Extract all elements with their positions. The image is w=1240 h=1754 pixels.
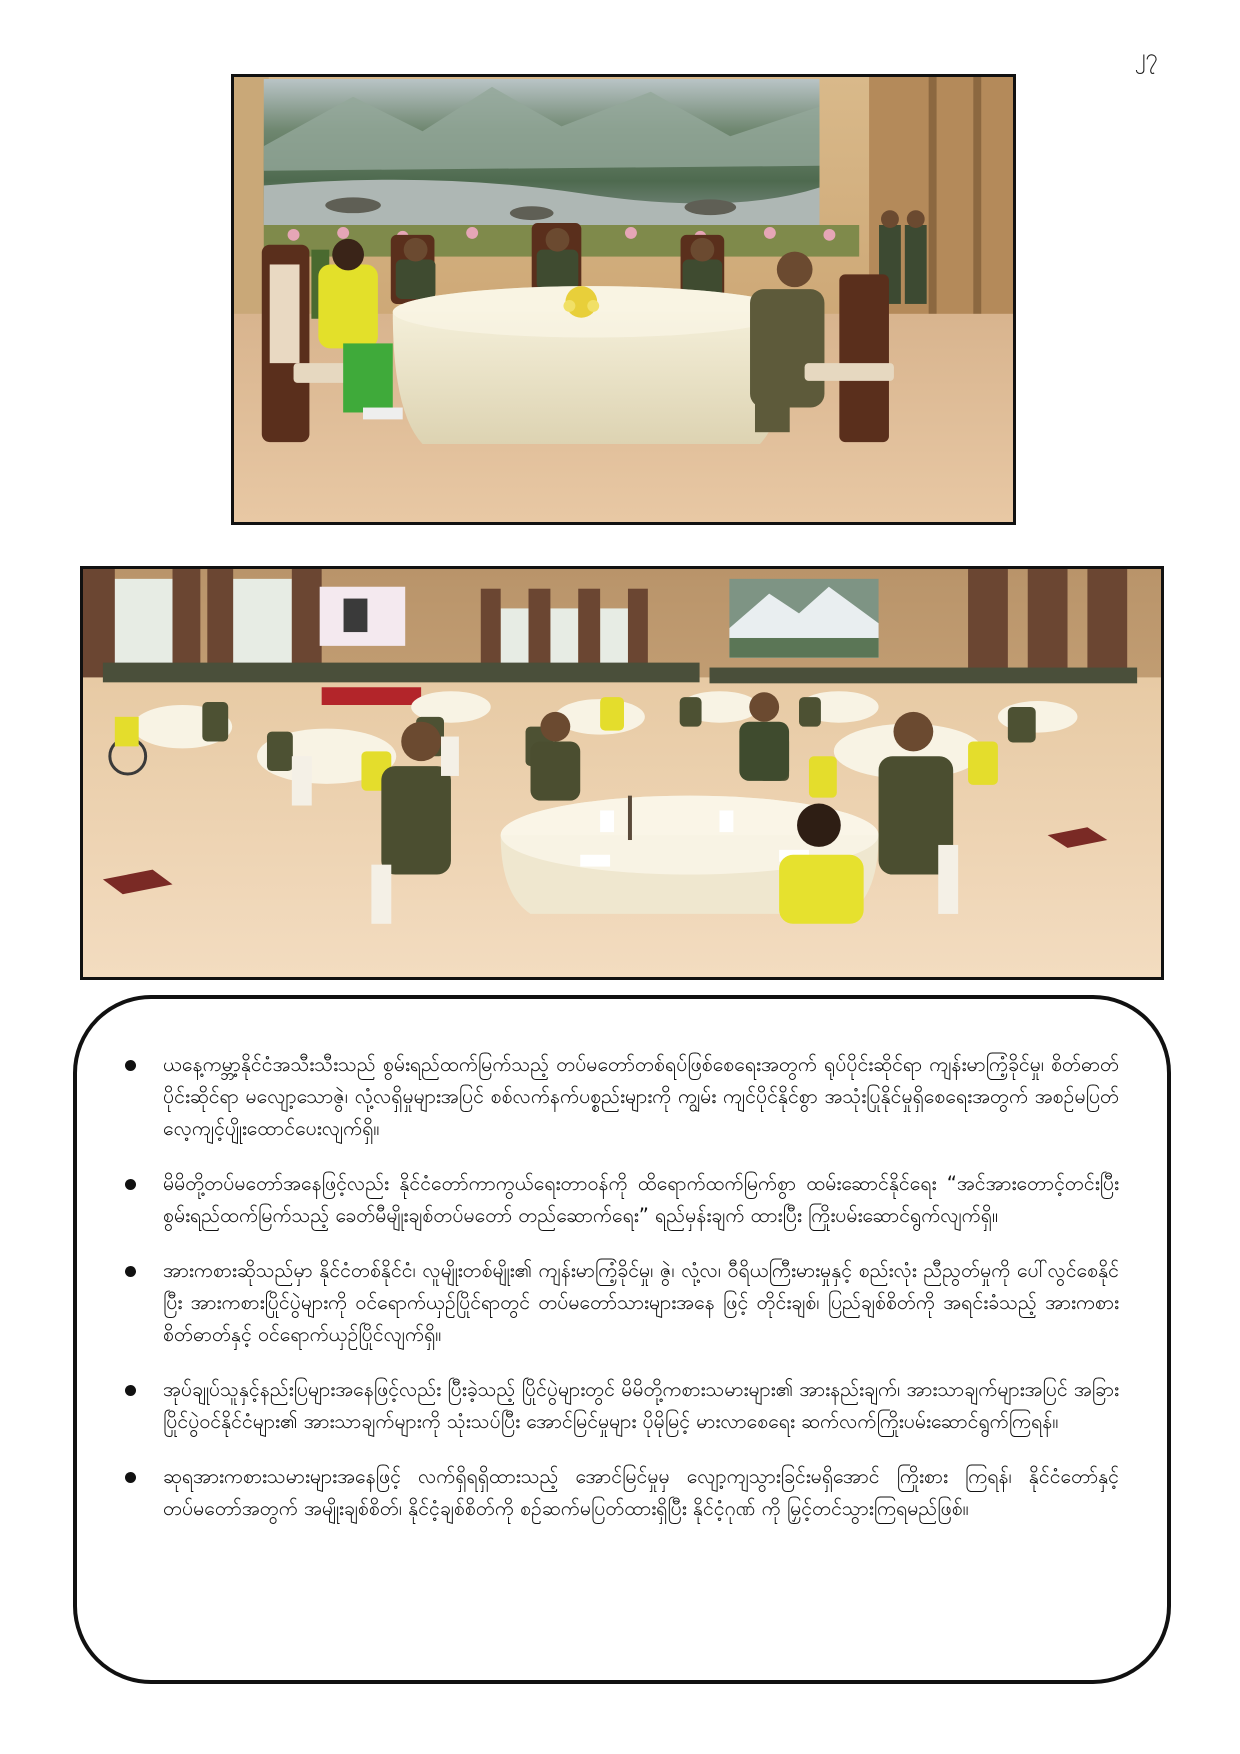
bullet-dot-icon (125, 1472, 136, 1483)
top-photo (231, 74, 1016, 525)
bullet-item (125, 1255, 1119, 1351)
summary-box (73, 995, 1171, 1684)
banquet-photo (80, 566, 1164, 980)
bullet-item (125, 1461, 1119, 1525)
bullet-text: အုပ်ချုပ်သူနှင့်နည်းပြများအနေဖြင့်လည်း ပြီးခဲ့သည့် ပြိုင်ပွဲများတွင် မိမိတို့ကစားသမားများ၏ အားနည်းချက်၊ အားသာချက်များအပြင် အခြားပြိုင်ပွဲဝင်နိုင်ငံများ၏ အားသာချက်များကို သုံးသပ်ပြီး အောင်မြင်မှုများ ပိုမိုမြင့် မားလာစေရေး ဆက်လက်ကြိုးပမ်းဆောင်ရွက်ကြရန်။ (163, 1378, 1119, 1433)
bullet-text: မိမိတို့တပ်မတော်အနေဖြင့်လည်း နိုင်ငံတော်ကာကွယ်ရေးတာဝန်ကို ထိရောက်ထက်မြက်စွာ ထမ်းဆောင်နိုင်ရေး “အင်အားတောင့်တင်းပြီး စွမ်းရည်ထက်မြက်သည့် ခေတ်မီမျိုးချစ်တပ်မတော် တည်ဆောက်ရေး” ရည်မှန်းချက် ထားပြီး ကြိုးပမ်းဆောင်ရွက်လျက်ရှိ။ (163, 1172, 1119, 1227)
bullet-list (125, 1049, 1119, 1525)
bullet-text: ယနေ့ကမ္ဘာ့နိုင်ငံအသီးသီးသည် စွမ်းရည်ထက်မြက်သည့် တပ်မတော်တစ်ရပ်ဖြစ်စေရေးအတွက် ရုပ်ပိုင်းဆိုင်ရာ ကျန်းမာကြံ့ခိုင်မှု၊ စိတ်ဓာတ်ပိုင်းဆိုင်ရာ မလျော့သောဇွဲ၊ လုံ့လရှိမှုများအပြင် စစ်လက်နက်ပစ္စည်းများကို ကျွမ်း ကျင်ပိုင်နိုင်စွာ အသုံးပြုနိုင်မှုရှိစေရေးအတွက် အစဉ်မပြတ် လေ့ကျင့်ပျိုးထောင်ပေးလျက်ရှိ။ (163, 1053, 1119, 1140)
bullet-dot-icon (125, 1266, 136, 1277)
top-photo-illustration (234, 77, 1013, 522)
bullet-text: ဆုရအားကစားသမားများအနေဖြင့် လက်ရှိရရှိထားသည့် အောင်မြင်မှုမှ လျော့ကျသွားခြင်းမရှိအောင် ကြိုးစား ကြရန်၊ နိုင်ငံတော်နှင့် တပ်မတော်အတွက် အမျိုးချစ်စိတ်၊ နိုင်ငံ့ချစ်စိတ်ကို စဉ်ဆက်မပြတ်ထားရှိပြီး နိုင်ငံ့ဂုဏ် ကို မြှင့်တင်သွားကြရမည်ဖြစ်။ (163, 1465, 1119, 1520)
bullet-item (125, 1374, 1119, 1438)
bullet-text: အားကစားဆိုသည်မှာ နိုင်ငံတစ်နိုင်ငံ၊ လူမျိုးတစ်မျိုး၏ ကျန်းမာကြံ့ခိုင်မှု၊ ဇွဲ၊ လုံ့လ၊ ဝီရိယကြီးမားမှုနှင့် စည်းလုံး ညီညွတ်မှုကို ပေါ်လွင်စေနိုင်ပြီး အားကစားပြိုင်ပွဲများကို ဝင်ရောက်ယှဉ်ပြိုင်ရာတွင် တပ်မတော်သားများအနေ ဖြင့် တိုင်းချစ်၊ ပြည်ချစ်စိတ်ကို အရင်းခံသည့် အားကစားစိတ်ဓာတ်နှင့် ဝင်ရောက်ယှဉ်ပြိုင်လျက်ရှိ။ (163, 1259, 1119, 1346)
bullet-item (125, 1168, 1119, 1232)
bullet-dot-icon (125, 1060, 136, 1071)
bullet-item (125, 1049, 1119, 1145)
bullet-dot-icon (125, 1179, 136, 1190)
bullet-dot-icon (125, 1385, 136, 1396)
page-number: ၂၇ (1134, 45, 1158, 70)
banquet-photo-illustration (83, 569, 1161, 977)
